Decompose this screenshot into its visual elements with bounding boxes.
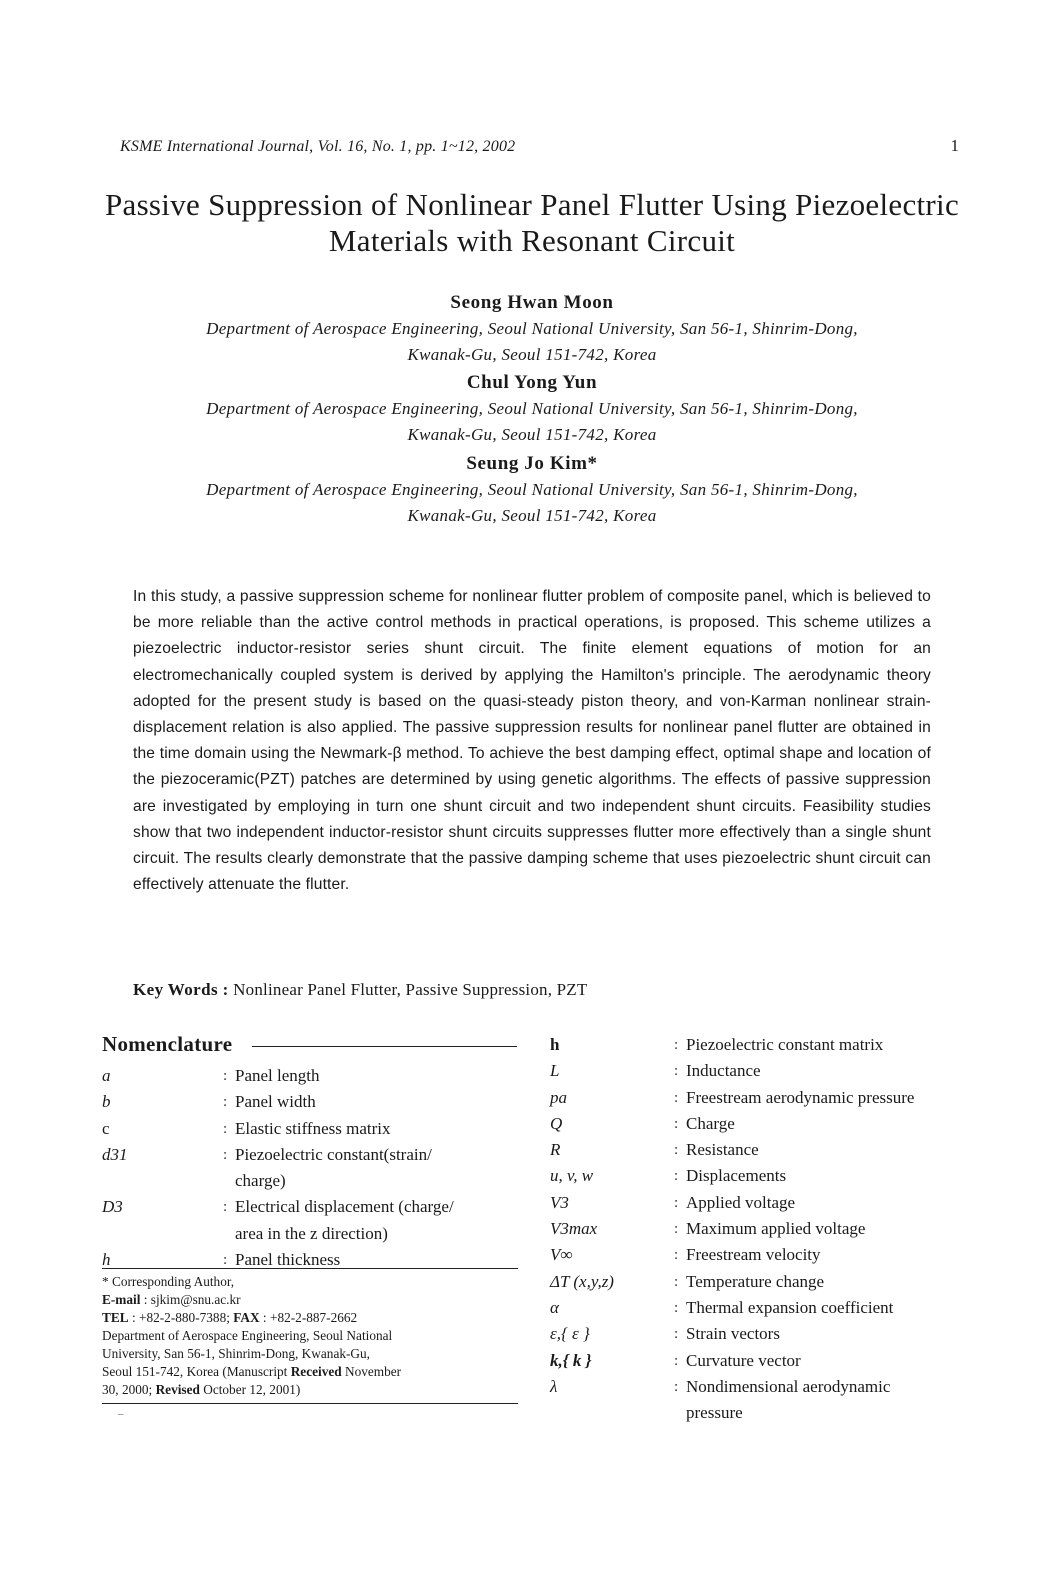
author-affiliation — [100, 396, 964, 448]
nomenclature-row — [550, 1269, 980, 1295]
description-line: pressure — [686, 1403, 743, 1423]
nomenclature-description: Panel length — [235, 1066, 320, 1085]
nomenclature-row — [550, 1085, 980, 1111]
footnote-phone — [102, 1309, 518, 1327]
nomenclature-row — [550, 1190, 980, 1216]
page-number: 1 — [950, 136, 959, 155]
fax-label: FAX — [233, 1310, 260, 1325]
footnote-text: 30, 2000; — [102, 1382, 156, 1397]
nomenclature-colon: : — [674, 1299, 679, 1316]
nomenclature-symbol: λ — [550, 1376, 558, 1396]
nomenclature-colon: : — [223, 1146, 228, 1163]
nomenclature-row — [550, 1058, 980, 1084]
nomenclature-row — [102, 1089, 522, 1115]
nomenclature-row — [550, 1032, 980, 1058]
paper-title — [70, 187, 994, 259]
nomenclature-left-column — [102, 1063, 522, 1273]
keywords-label: Key Words : — [133, 980, 229, 999]
nomenclature-colon: : — [674, 1221, 679, 1238]
nomenclature-title: Nomenclature — [102, 1032, 236, 1056]
nomenclature-colon: : — [674, 1089, 679, 1106]
nomenclature-description: Inductance — [686, 1061, 761, 1081]
nomenclature-symbol: a — [102, 1066, 111, 1085]
email-value: : sjkim@snu.ac.kr — [143, 1292, 241, 1307]
author-3 — [100, 450, 964, 529]
email-label: E-mail — [102, 1292, 141, 1307]
tel-value: : +82-2-880-7388; — [131, 1310, 230, 1325]
nomenclature-symbol: pa — [550, 1087, 567, 1107]
nomenclature-symbol: L — [550, 1061, 560, 1081]
nomenclature-symbol: h — [550, 1035, 560, 1054]
nomenclature-colon: : — [674, 1063, 679, 1080]
nomenclature-row — [550, 1216, 980, 1242]
nomenclature-description: Temperature change — [686, 1271, 825, 1291]
nomenclature-symbol: α — [550, 1297, 559, 1317]
nomenclature-right-column — [550, 1032, 980, 1426]
nomenclature-row — [550, 1242, 980, 1268]
affiliation-line: Department of Aerospace Engineering, Seoul National University, San 56-1, Shinrim-Dong, — [206, 319, 858, 338]
nomenclature-symbol: V3max — [550, 1219, 598, 1239]
nomenclature-colon: : — [223, 1252, 228, 1269]
nomenclature-row — [102, 1194, 522, 1247]
footnote-text: October 12, 2001) — [199, 1382, 301, 1397]
author-name: Seong Hwan Moon — [450, 292, 614, 313]
author-name: Chul Yong Yun — [466, 372, 598, 393]
nomenclature-colon: : — [674, 1142, 679, 1159]
keywords-text: Nonlinear Panel Flutter, Passive Suppression, PZT — [233, 980, 588, 999]
nomenclature-symbol: D3 — [102, 1197, 123, 1217]
nomenclature-colon: : — [223, 1199, 228, 1216]
nomenclature-row — [550, 1163, 980, 1189]
nomenclature-description: Strain vectors — [686, 1324, 780, 1344]
nomenclature-colon: : — [674, 1037, 679, 1053]
nomenclature-colon: : — [674, 1194, 679, 1211]
nomenclature-description: Thermal expansion coefficient — [686, 1297, 894, 1317]
nomenclature-heading — [102, 1032, 517, 1062]
nomenclature-symbol: ε,{ ε } — [550, 1324, 590, 1344]
nomenclature-symbol: V3 — [550, 1192, 569, 1212]
nomenclature-description: Curvature vector — [686, 1350, 801, 1370]
nomenclature-colon: : — [674, 1326, 679, 1343]
nomenclature-colon: : — [674, 1273, 679, 1290]
nomenclature-description — [235, 1194, 522, 1247]
title-line-1: Passive Suppression of Nonlinear Panel Flutter Using Piezoelectric — [104, 187, 960, 222]
nomenclature-colon: : — [674, 1168, 679, 1185]
fax-value: : +82-2-887-2662 — [262, 1310, 358, 1325]
title-line-2: Materials with Resonant Circuit — [328, 223, 736, 258]
nomenclature-row — [550, 1111, 980, 1137]
nomenclature-symbol: h — [102, 1250, 111, 1270]
nomenclature-colon: : — [674, 1247, 679, 1264]
nomenclature-colon: : — [223, 1068, 228, 1084]
nomenclature-description: Freestream aerodynamic pressure — [686, 1087, 915, 1107]
footnote-line: * Corresponding Author, — [102, 1274, 235, 1289]
nomenclature-description: Freestream velocity — [686, 1245, 821, 1265]
description-line: charge) — [235, 1171, 286, 1191]
nomenclature-description: Maximum applied voltage — [686, 1219, 866, 1239]
nomenclature-description: Piezoelectric constant matrix — [686, 1035, 884, 1054]
author-name: Seung Jo Kim* — [466, 453, 598, 474]
description-line: area in the z direction) — [235, 1223, 388, 1243]
nomenclature-symbol: R — [550, 1140, 561, 1160]
footnote-email — [102, 1291, 518, 1309]
abstract-text: In this study, a passive suppression scheme for nonlinear flutter problem of composite panel, which is believed to be more reliable than the active control methods in practical operations, is proposed. This scheme utilizes a piezoelectric inductor-resistor series shunt circuit. The finite element equations of motion for an electromechanically coupled system is derived by applying the Hamilton's principle. The aerodynamic theory adopted for the present study is based on the quasi-steady piston theory, and von-Karman nonlinear strain-displacement relation is also applied. The passive suppression results for nonlinear panel flutter are obtained in the time domain using the Newmark-β method. To achieve the best damping effect, optimal shape and location of the piezoceramic(PZT) patches are determined by using genetic algorithms. The effects of passive suppression are investigated by employing in turn one shunt circuit and two independent shunt circuits. Feasibility studies show that two independent inductor-resistor shunt circuits suppresses flutter more effectively than a single shunt circuit. The results clearly demonstrate that the passive damping scheme that uses piezoelectric shunt circuit can effectively attenuate the flutter. — [133, 588, 931, 894]
author-2 — [100, 369, 964, 448]
nomenclature-symbol: V∞ — [550, 1245, 573, 1265]
author-affiliation — [100, 316, 964, 368]
nomenclature-description: Applied voltage — [686, 1192, 796, 1212]
nomenclature-symbol: u, v, w — [550, 1166, 594, 1186]
affiliation-line: Department of Aerospace Engineering, Seoul National University, San 56-1, Shinrim-Dong, — [206, 399, 858, 418]
author-affiliation — [100, 477, 964, 529]
nomenclature-colon: : — [674, 1115, 679, 1132]
nomenclature-symbol: c — [102, 1118, 110, 1138]
footnote-line: Department of Aerospace Engineering, Seoul National — [102, 1328, 393, 1343]
nomenclature-symbol: Q — [550, 1113, 563, 1133]
affiliation-line: Department of Aerospace Engineering, Seoul National University, San 56-1, Shinrim-Dong, — [206, 480, 858, 499]
footnote-line — [102, 1363, 518, 1381]
footnote-text: November — [341, 1364, 402, 1379]
nomenclature-description — [235, 1142, 522, 1195]
description-line: Nondimensional aerodynamic — [686, 1376, 891, 1396]
affiliation-line: Kwanak-Gu, Seoul 151-742, Korea — [407, 345, 657, 364]
affiliation-line: Kwanak-Gu, Seoul 151-742, Korea — [407, 506, 657, 525]
nomenclature-colon: : — [223, 1120, 228, 1137]
nomenclature-row — [550, 1295, 980, 1321]
author-1 — [100, 289, 964, 368]
nomenclature-row — [102, 1116, 522, 1142]
running-head: KSME International Journal, Vol. 16, No. 1, pp. 1~12, 2002 — [120, 138, 516, 155]
footnote-line — [102, 1381, 518, 1399]
nomenclature-description: Panel thickness — [235, 1250, 341, 1270]
description-line: Electrical displacement (charge/ — [235, 1197, 454, 1217]
nomenclature-symbol: d31 — [102, 1144, 128, 1164]
description-line: Piezoelectric constant(strain/ — [235, 1144, 432, 1164]
received-label: Received — [290, 1364, 342, 1379]
footnote-line: University, San 56-1, Shinrim-Dong, Kwanak-Gu, — [102, 1346, 370, 1361]
nomenclature-symbol: ΔT (x,y,z) — [550, 1271, 614, 1291]
keywords — [133, 980, 587, 1000]
corresponding-author-footnote — [102, 1268, 518, 1423]
nomenclature-row — [102, 1063, 522, 1089]
nomenclature-description: Charge — [686, 1113, 735, 1133]
nomenclature-row — [550, 1321, 980, 1347]
nomenclature-symbol: k,{ k } — [550, 1350, 592, 1370]
footnote-mark: – — [118, 1408, 124, 1420]
nomenclature-row — [550, 1348, 980, 1374]
footnote-rule — [102, 1403, 518, 1404]
nomenclature-colon: : — [223, 1094, 228, 1111]
footnote-text: Seoul 151-742, Korea (Manuscript — [102, 1364, 291, 1379]
nomenclature-symbol: b — [102, 1092, 111, 1112]
nomenclature-description: Displacements — [686, 1166, 787, 1186]
nomenclature-description: Panel width — [235, 1092, 316, 1112]
nomenclature-row — [550, 1374, 980, 1427]
nomenclature-row — [102, 1142, 522, 1195]
nomenclature-description: Elastic stiffness matrix — [235, 1118, 391, 1138]
revised-label: Revised — [155, 1382, 200, 1397]
nomenclature-rule — [252, 1046, 517, 1047]
affiliation-line: Kwanak-Gu, Seoul 151-742, Korea — [407, 425, 657, 444]
nomenclature-row — [550, 1137, 980, 1163]
nomenclature-colon: : — [674, 1352, 679, 1369]
nomenclature-colon: : — [674, 1378, 679, 1395]
nomenclature-description — [686, 1374, 980, 1427]
tel-label: TEL — [102, 1310, 129, 1325]
nomenclature-description: Resistance — [686, 1140, 759, 1160]
